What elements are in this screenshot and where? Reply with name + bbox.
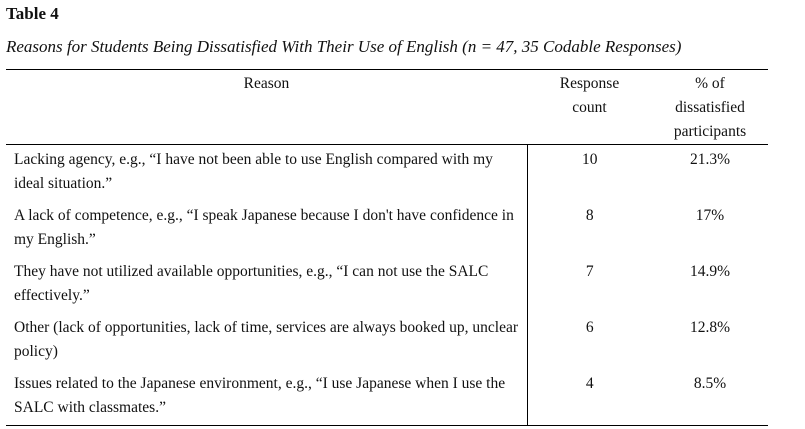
cell-response-count: 7 <box>585 263 594 280</box>
header-response-count-text: Response count <box>559 75 620 116</box>
header-row <box>6 70 768 145</box>
header-percent-dissatisfied <box>652 70 768 145</box>
header-percent-dissatisfied-text: % of dissatisfied participants <box>673 75 747 140</box>
cell-percent: 14.9% <box>689 263 731 280</box>
cell-percent: 17% <box>695 207 725 224</box>
table-label: Table 4 <box>6 4 59 23</box>
cell-reason: Issues related to the Japanese environment, e.g., “I use Japanese when I use the SALC with classmates.” <box>6 369 527 426</box>
table-row <box>6 201 768 257</box>
cell-reason: They have not utilized available opportunities, e.g., “I can not use the SALC effectively.” <box>6 257 527 313</box>
header-reason: Reason <box>243 75 290 92</box>
data-table <box>6 69 768 426</box>
cell-response-count: 4 <box>585 375 594 392</box>
table-row <box>6 369 768 426</box>
cell-reason: Lacking agency, e.g., “I have not been able to use English compared with my ideal situation.” <box>6 145 527 202</box>
header-response-count <box>527 70 652 145</box>
cell-response-count: 6 <box>585 319 594 336</box>
cell-percent: 21.3% <box>689 151 731 168</box>
table-body <box>6 145 768 426</box>
table-caption: Reasons for Students Being Dissatisfied With Their Use of English (n = 47, 35 Codable Responses) <box>6 37 682 56</box>
table-header <box>6 70 768 145</box>
cell-response-count: 8 <box>585 207 594 224</box>
cell-reason: Other (lack of opportunities, lack of time, services are always booked up, unclear policy) <box>6 313 527 369</box>
cell-percent: 12.8% <box>689 319 731 336</box>
table-row <box>6 257 768 313</box>
cell-percent: 8.5% <box>693 375 727 392</box>
cell-response-count: 10 <box>582 151 598 168</box>
table-row <box>6 313 768 369</box>
cell-reason: A lack of competence, e.g., “I speak Japanese because I don't have confidence in my English.” <box>6 201 527 257</box>
table-row <box>6 145 768 202</box>
